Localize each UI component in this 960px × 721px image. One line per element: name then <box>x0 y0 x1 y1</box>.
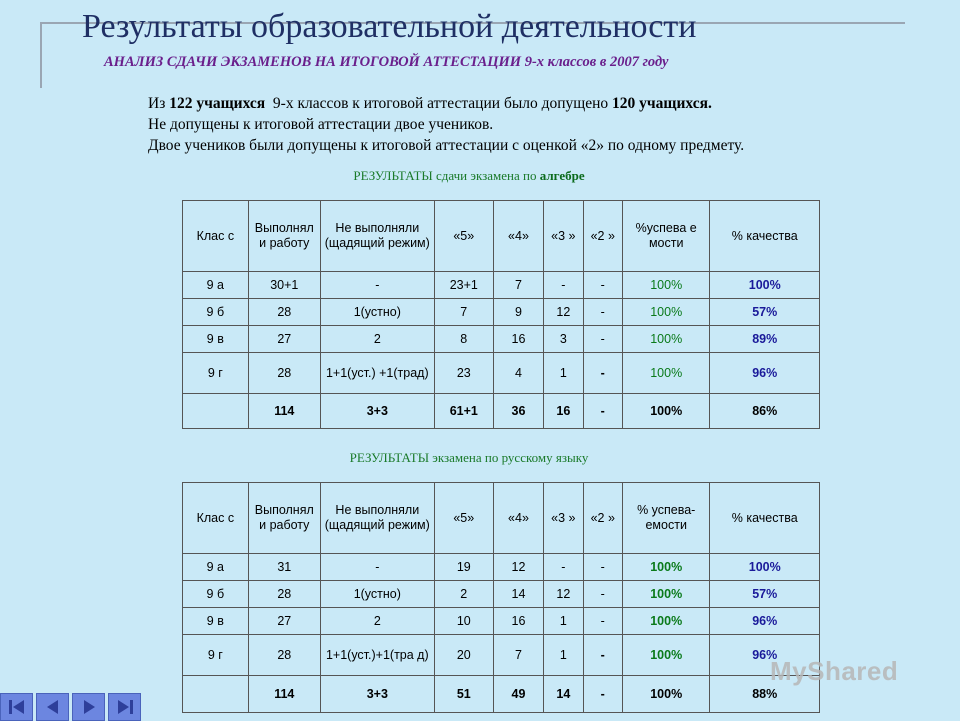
watermark-logo: MyShared <box>770 656 899 686</box>
algebra-cell: 100% <box>710 272 820 299</box>
algebra-cell: 7 <box>493 272 543 299</box>
algebra-header-cell: Клас с <box>183 201 249 272</box>
russian-cell: 100% <box>622 581 710 608</box>
russian-cell: 1(устно) <box>320 581 434 608</box>
russian-cell: 2 <box>434 581 493 608</box>
russian-cell: 1 <box>544 635 583 676</box>
russian-header-cell: «4» <box>493 483 543 554</box>
algebra-cell: - <box>583 272 622 299</box>
russian-total-row <box>183 676 820 713</box>
algebra-header-row <box>183 201 820 272</box>
algebra-cell: - <box>583 353 622 394</box>
algebra-total-cell: 86% <box>710 394 820 429</box>
russian-cell: 9 г <box>183 635 249 676</box>
algebra-cell: 28 <box>248 353 320 394</box>
algebra-total-row <box>183 394 820 429</box>
russian-table-row <box>183 608 820 635</box>
algebra-cell: 9 а <box>183 272 249 299</box>
russian-cell: 9 в <box>183 608 249 635</box>
algebra-header-cell: Не выполняли (щадящий режим) <box>320 201 434 272</box>
algebra-cell: 89% <box>710 326 820 353</box>
russian-cell: 96% <box>710 635 820 676</box>
algebra-cell: - <box>320 272 434 299</box>
russian-total-cell: 114 <box>248 676 320 713</box>
russian-total-cell: 100% <box>622 676 710 713</box>
algebra-cell: 8 <box>434 326 493 353</box>
previous-slide-button[interactable] <box>36 693 69 721</box>
algebra-cell: 3 <box>544 326 583 353</box>
intro-line-3: Двое учеников были допущены к итоговой аттестации с оценкой «2» по одному предмету. <box>148 137 745 154</box>
russian-table-row <box>183 554 820 581</box>
algebra-total-cell: 100% <box>622 394 710 429</box>
next-slide-button[interactable] <box>72 693 105 721</box>
algebra-total-cell: 3+3 <box>320 394 434 429</box>
russian-cell: 28 <box>248 581 320 608</box>
algebra-cell: 16 <box>493 326 543 353</box>
algebra-total-cell: - <box>583 394 622 429</box>
russian-cell: 100% <box>622 635 710 676</box>
russian-cell: 100% <box>622 554 710 581</box>
algebra-cell: 27 <box>248 326 320 353</box>
russian-cell: 12 <box>493 554 543 581</box>
russian-header-cell: Клас с <box>183 483 249 554</box>
russian-header-cell: % качества <box>710 483 820 554</box>
algebra-cell: 57% <box>710 299 820 326</box>
russian-cell: 100% <box>710 554 820 581</box>
algebra-header-cell: «3 » <box>544 201 583 272</box>
russian-cell: 1+1(уст.)+1(тра д) <box>320 635 434 676</box>
algebra-table-row <box>183 326 820 353</box>
algebra-caption: РЕЗУЛЬТАТЫ сдачи экзамена по алгебре <box>353 168 585 183</box>
russian-total-cell: 14 <box>544 676 583 713</box>
algebra-cell: 30+1 <box>248 272 320 299</box>
intro-line-2: Не допущены к итоговой аттестации двое учеников. <box>148 116 494 133</box>
algebra-cell: - <box>583 299 622 326</box>
algebra-cell: 96% <box>710 353 820 394</box>
algebra-cell: 1 <box>544 353 583 394</box>
first-slide-icon <box>7 699 27 715</box>
algebra-table-body <box>183 201 820 429</box>
russian-cell: - <box>583 581 622 608</box>
algebra-results-table <box>182 200 820 429</box>
russian-cell: 96% <box>710 608 820 635</box>
russian-results-table <box>182 482 820 713</box>
algebra-cell: 1(устно) <box>320 299 434 326</box>
frame-line-left <box>40 22 42 88</box>
page-title: Результаты образовательной деятельности <box>82 8 697 45</box>
russian-cell: 1 <box>544 608 583 635</box>
algebra-total-cell: 114 <box>248 394 320 429</box>
russian-cell: 19 <box>434 554 493 581</box>
russian-cell: 9 б <box>183 581 249 608</box>
algebra-header-cell: %успева е мости <box>622 201 710 272</box>
algebra-cell: 100% <box>622 272 710 299</box>
russian-cell: - <box>583 635 622 676</box>
russian-header-cell: «5» <box>434 483 493 554</box>
russian-total-cell: - <box>583 676 622 713</box>
russian-total-cell: 88% <box>710 676 820 713</box>
russian-cell: - <box>320 554 434 581</box>
russian-table-row <box>183 581 820 608</box>
russian-total-cell: 3+3 <box>320 676 434 713</box>
russian-total-cell: 49 <box>493 676 543 713</box>
algebra-cell: 9 <box>493 299 543 326</box>
russian-cell: - <box>583 608 622 635</box>
previous-slide-icon <box>43 699 63 715</box>
russian-cell: 12 <box>544 581 583 608</box>
russian-cell: 10 <box>434 608 493 635</box>
russian-header-cell: «2 » <box>583 483 622 554</box>
intro-line-1: Из 122 учащихся 9-х классов к итоговой аттестации было допущено 120 учащихся. <box>148 95 712 112</box>
algebra-cell: 9 б <box>183 299 249 326</box>
algebra-cell: 9 г <box>183 353 249 394</box>
russian-cell: 28 <box>248 635 320 676</box>
russian-cell: 7 <box>493 635 543 676</box>
russian-header-cell: Выполнял и работу <box>248 483 320 554</box>
algebra-table-row <box>183 299 820 326</box>
algebra-table-row <box>183 272 820 299</box>
algebra-cell: 23 <box>434 353 493 394</box>
russian-caption: РЕЗУЛЬТАТЫ экзамена по русскому языку <box>349 450 589 465</box>
russian-cell: 27 <box>248 608 320 635</box>
russian-table-body <box>183 483 820 713</box>
algebra-total-cell: 61+1 <box>434 394 493 429</box>
last-slide-button[interactable] <box>108 693 141 721</box>
russian-cell: 14 <box>493 581 543 608</box>
algebra-header-cell: «4» <box>493 201 543 272</box>
russian-table-row <box>183 635 820 676</box>
russian-cell: 100% <box>622 608 710 635</box>
last-slide-icon <box>115 699 135 715</box>
next-slide-icon <box>79 699 99 715</box>
algebra-cell: - <box>583 326 622 353</box>
algebra-header-cell: % качества <box>710 201 820 272</box>
algebra-cell: 1+1(уст.) +1(трад) <box>320 353 434 394</box>
russian-header-cell: % успева- емости <box>622 483 710 554</box>
algebra-cell: - <box>544 272 583 299</box>
algebra-cell: 9 в <box>183 326 249 353</box>
russian-cell: 31 <box>248 554 320 581</box>
intro-text <box>148 93 744 156</box>
russian-cell: 20 <box>434 635 493 676</box>
russian-total-cell: 51 <box>434 676 493 713</box>
algebra-cell: 23+1 <box>434 272 493 299</box>
algebra-cell: 4 <box>493 353 543 394</box>
algebra-cell: 12 <box>544 299 583 326</box>
slide-navigation <box>0 693 141 720</box>
algebra-cell: 100% <box>622 353 710 394</box>
algebra-cell: 28 <box>248 299 320 326</box>
algebra-cell: 100% <box>622 299 710 326</box>
page-subtitle: АНАЛИЗ СДАЧИ ЭКЗАМЕНОВ НА ИТОГОВОЙ АТТЕСТАЦИИ 9-х классов в 2007 году <box>104 54 669 70</box>
russian-header-cell: «3 » <box>544 483 583 554</box>
algebra-total-cell <box>183 394 249 429</box>
algebra-cell: 7 <box>434 299 493 326</box>
algebra-header-cell: Выполнял и работу <box>248 201 320 272</box>
russian-cell: 2 <box>320 608 434 635</box>
russian-cell: 16 <box>493 608 543 635</box>
algebra-cell: 2 <box>320 326 434 353</box>
algebra-total-cell: 16 <box>544 394 583 429</box>
russian-cell: 9 а <box>183 554 249 581</box>
russian-cell: 57% <box>710 581 820 608</box>
russian-header-cell: Не выполняли (щадящий режим) <box>320 483 434 554</box>
first-slide-button[interactable] <box>0 693 33 721</box>
algebra-total-cell: 36 <box>493 394 543 429</box>
russian-cell: - <box>583 554 622 581</box>
algebra-cell: 100% <box>622 326 710 353</box>
algebra-table-row <box>183 353 820 394</box>
russian-total-cell <box>183 676 249 713</box>
russian-cell: - <box>544 554 583 581</box>
algebra-header-cell: «2 » <box>583 201 622 272</box>
russian-header-row <box>183 483 820 554</box>
algebra-header-cell: «5» <box>434 201 493 272</box>
